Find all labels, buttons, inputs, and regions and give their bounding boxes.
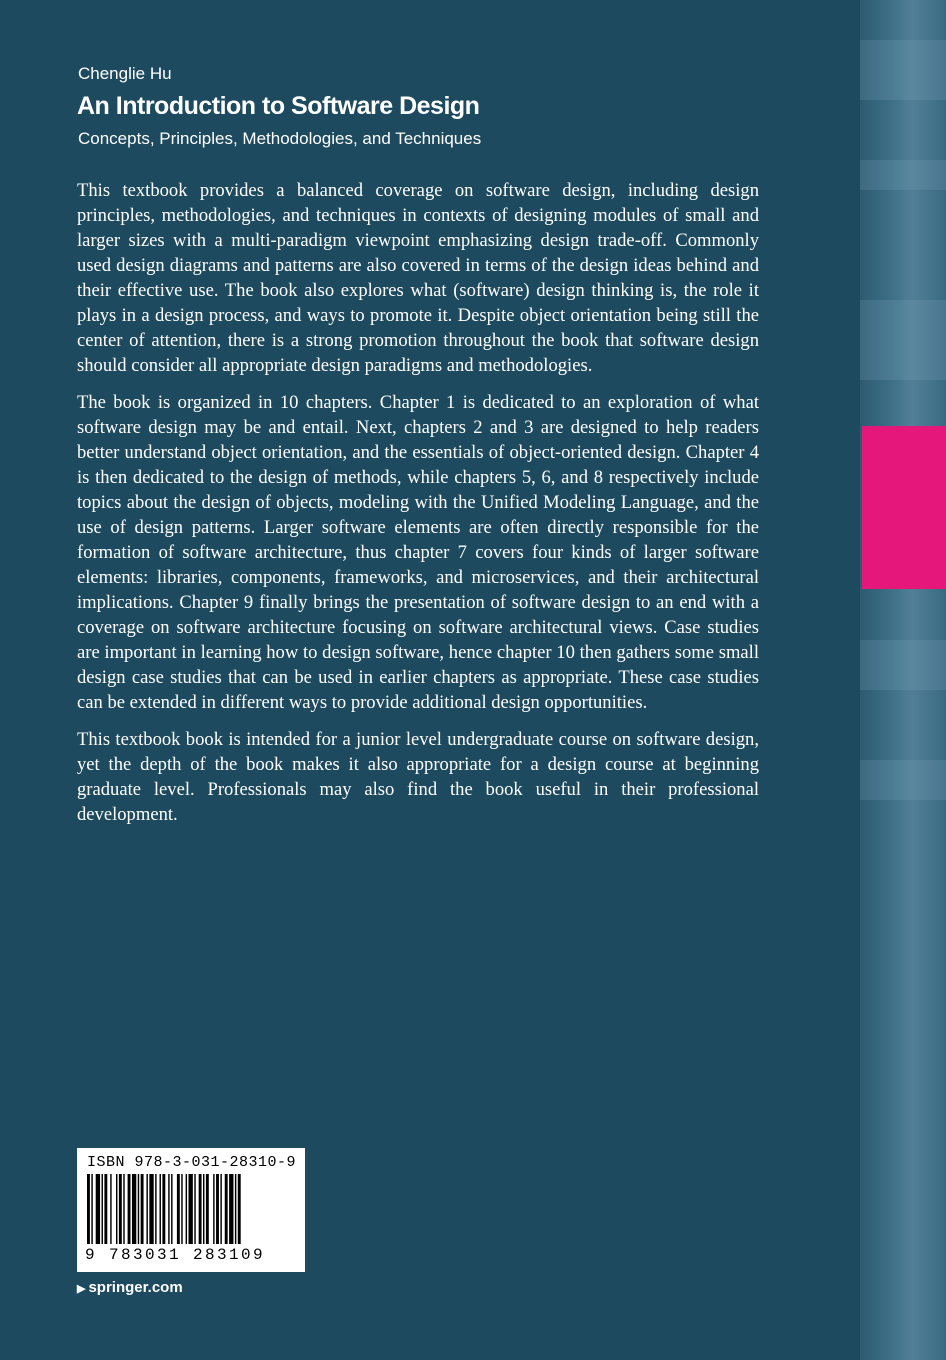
accent-color-block (862, 426, 946, 589)
description-paragraph: The book is organized in 10 chapters. Chapter 1 is dedicated to an exploration of what software design may be and entail. Next, chapters 2 and 3 are designed to help readers better understand object orientation, and the essentials of object-oriented design. Chapter 4 is then dedicated to the design of methods, while chapters 5, 6, and 8 respectively include topics about the design of objects, modeling with the Unified Modeling Language, and the use of design patterns. Larger software elements are often directly responsible for the formation of software architecture, thus chapter 7 covers four kinds of larger software elements: libraries, components, frameworks, and microservices, and their architectural implications. Chapter 9 finally brings the presentation of software design to an end with a coverage on software architecture focusing on software architectural views. Case studies are important in learning how to design software, hence chapter 10 then gathers some small design case studies that can be used in earlier chapters as appropriate. These case studies can be extended in different ways to provide additional design opportunities. (77, 392, 759, 713)
author-name: Chenglie Hu (78, 64, 172, 83)
book-subtitle: Concepts, Principles, Methodologies, and Techniques (78, 129, 482, 148)
book-description (77, 178, 759, 839)
barcode-digits: 9 783031 283109 (85, 1246, 266, 1264)
isbn-barcode-block (77, 1148, 305, 1272)
description-paragraph: This textbook book is intended for a junior level undergraduate course on software design, yet the depth of the book makes it also appropriate for a design course at beginning graduate level. Professionals may also find the book useful in their professional development. (77, 729, 759, 825)
book-title: An Introduction to Software Design (77, 92, 480, 120)
barcode-icon (87, 1174, 295, 1244)
triangle-right-icon: ▶ (77, 1283, 86, 1295)
decorative-side-strip (860, 0, 946, 1360)
publisher-url: springer.com (88, 1279, 183, 1296)
publisher-link[interactable] (77, 1279, 183, 1296)
description-paragraph: This textbook provides a balanced coverage on software design, including design principles, methodologies, and techniques in contexts of designing modules of small and larger sizes with a multi-paradigm viewpoint emphasizing design trade-off. Commonly used design diagrams and patterns are also covered in terms of the design ideas behind and their effective use. The book also explores what (software) design thinking is, the role it plays in a design process, and ways to promote it. Despite object orientation being still the center of attention, there is a strong promotion throughout the book that software design should consider all appropriate design paradigms and methodologies. (77, 180, 759, 376)
isbn-label: ISBN 978-3-031-28310-9 (87, 1154, 297, 1171)
